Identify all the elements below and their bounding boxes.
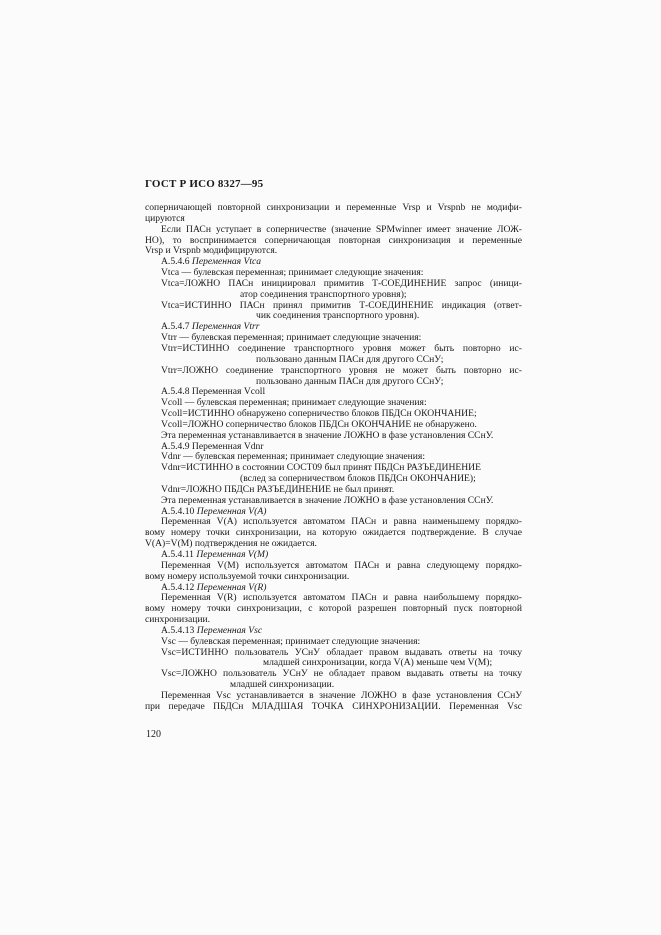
- text-line: Vtca=ЛОЖНО ПАСн инициировал примитив Т-СОЕДИНЕНИЕ запрос (иници-: [161, 277, 522, 289]
- text-line: НО), то воспринимается соперничающая повторная синхронизация и переменные: [145, 234, 522, 246]
- text-line: Vrsp и Vrspnb модифицируются.: [145, 245, 278, 257]
- text-line: Vtrr=ИСТИННО соединение транспортного уровня может быть повторно ис-: [161, 342, 522, 354]
- document-page: [145, 178, 522, 713]
- text-line: Vcoll=ИСТИННО обнаружено соперничество блоков ПБДСн ОКОНЧАНИЕ;: [161, 408, 477, 420]
- text-line: Vdnr=ЛОЖНО ПБДСн РАЗЪЕДИНЕНИЕ не был принят.: [161, 483, 395, 495]
- text-line: соперничающей повторной синхронизации и переменные Vrsp и Vrspnb не модифи-: [145, 202, 522, 213]
- text-line: Vtrr=ЛОЖНО соединение транспортного уровня не может быть повторно ис-: [161, 364, 522, 376]
- text-line: Vdnr=ИСТИННО в состоянии СОСТ09 был принят ПБДСн РАЗЪЕДИНЕНИЕ: [161, 462, 481, 474]
- section-heading-a5411: А.5.4.11 Переменная V(M): [161, 549, 269, 560]
- page-number: 120: [146, 729, 161, 740]
- section-heading-a546: А.5.4.6 Переменная Vtca: [161, 256, 262, 268]
- text-line: при передаче ПБДСн МЛАДШАЯ ТОЧКА СИНХРОНИЗАЦИИ. Переменная Vsc: [145, 700, 522, 712]
- text-line-continuation: атор соединения транспортного уровня);: [240, 288, 407, 300]
- text-line: Если ПАСн уступает в соперничестве (значение SPMwinner имеет значение ЛОЖ-: [161, 223, 522, 235]
- text-line: Vcoll — булевская переменная; принимает следующие значения:: [161, 397, 427, 409]
- text-line: Эта переменная устанавливается в значение ЛОЖНО в фазе установления ССнУ.: [161, 429, 494, 441]
- text-line: Переменная Vsc устанавливается в значение ЛОЖНО в фазе установления ССнУ: [161, 689, 522, 701]
- document-header: ГОСТ Р ИСО 8327—95: [145, 178, 264, 190]
- text-line: Переменная V(M) используется автоматом ПАСн и равна следующему порядко-: [161, 559, 522, 571]
- text-line: вому номеру точки синхронизации, с которой разрешен повторный пуск повторной: [145, 603, 522, 615]
- text-line: вому номеру точки синхронизации, на которую ожидается подтверждение. В случае: [145, 527, 522, 539]
- text-line: Vcoll=ЛОЖНО соперничество блоков ПБДСн ОКОНЧАНИЕ не обнаружено.: [161, 418, 477, 430]
- text-line: Vsc=ЛОЖНО пользователь УСнУ не обладает правом выдавать ответы на точку: [161, 668, 522, 680]
- text-line-continuation: пользовано данным ПАСн для другого ССнУ;: [256, 353, 444, 365]
- text-line: V(A)=V(M) подтверждения не ожидается.: [145, 538, 317, 550]
- section-heading-a5413: А.5.4.13 Переменная Vsc: [161, 624, 263, 636]
- text-line: Vtca=ИСТИННО ПАСн принял примитив Т-СОЕДИНЕНИЕ индикация (ответ-: [161, 299, 522, 311]
- text-line: Vsc — булевская переменная; принимает следующие значения:: [161, 635, 421, 647]
- section-heading-a549: А.5.4.9 Переменная Vdnr: [161, 440, 264, 452]
- text-line: Переменная V(A) используется автоматом ПАСн и равна наименьшему порядко-: [161, 516, 522, 528]
- section-heading-a547: А.5.4.7 Переменная Vtrr: [161, 321, 260, 333]
- text-line-continuation: чик соединения транспортного уровня).: [256, 310, 420, 322]
- text-line-continuation: (вслед за соперничеством блоков ПБДСн ОКОНЧАНИЕ);: [240, 473, 476, 485]
- text-line: Vsc=ИСТИННО пользователь УСнУ обладает правом выдавать ответы на точку: [161, 646, 522, 658]
- text-line: Vdnr — булевская переменная; принимает следующие значения:: [161, 451, 426, 463]
- document-body: [145, 203, 522, 713]
- text-line: вому номеру используемой точки синхронизации.: [145, 570, 350, 582]
- text-line: синхронизации.: [145, 614, 211, 626]
- text-line-continuation: пользовано данным ПАСн для другого ССнУ;: [256, 375, 444, 387]
- text-line: Переменная V(R) используется автоматом ПАСн и равна наибольшему порядко-: [161, 592, 522, 604]
- text-line-continuation: младшей синхронизации.: [230, 679, 335, 691]
- text-line: Эта переменная устанавливается в значение ЛОЖНО в фазе установления ССнУ.: [161, 494, 494, 506]
- text-line: цируются: [145, 212, 185, 224]
- text-line: Vtca — булевская переменная; принимает следующие значения:: [161, 267, 424, 279]
- text-line-continuation: младшей синхронизации, когда V(A) меньше чем V(M);: [263, 657, 493, 669]
- section-heading-a5412: А.5.4.12 Переменная V(R): [161, 581, 267, 593]
- section-heading-a548: А.5.4.8 Переменная Vcoll: [161, 386, 266, 398]
- section-heading-a5410: А.5.4.10 Переменная V(A): [161, 505, 267, 517]
- text-line: Vtrr — булевская переменная; принимает следующие значения:: [161, 332, 422, 344]
